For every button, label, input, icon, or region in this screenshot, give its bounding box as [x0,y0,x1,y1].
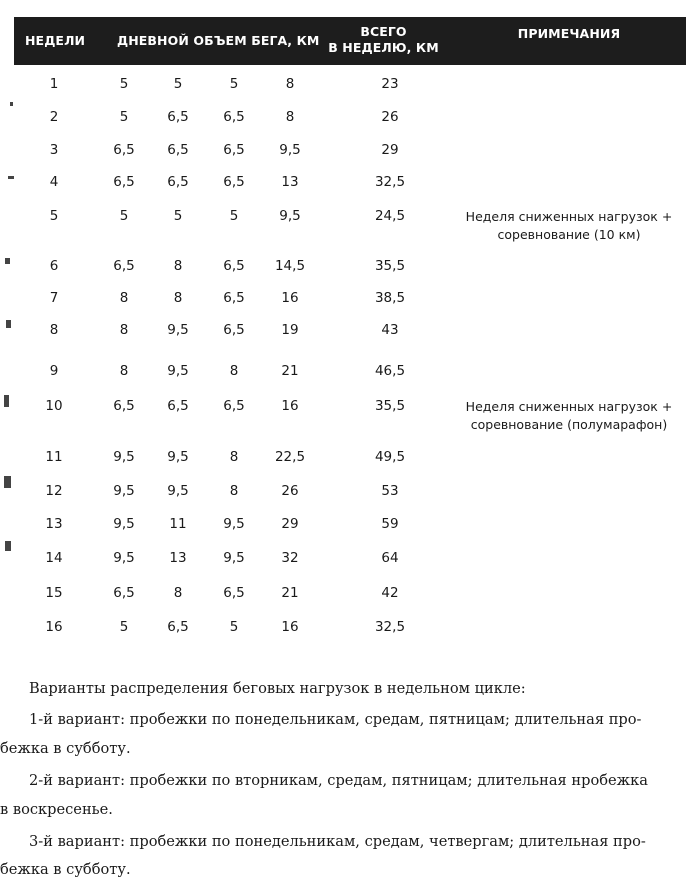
table-row [14,447,686,467]
cell-week: 8 [49,322,59,338]
table-row [14,288,686,308]
table-row [14,256,686,276]
scan-speck [4,476,11,488]
scan-speck [10,102,13,106]
cell-day-3: 5 [229,619,239,635]
cell-day-1: 9,5 [113,483,135,499]
table-row [14,396,686,432]
cell-weekly-total: 24,5 [374,208,406,224]
cell-day-4: 13 [281,174,299,190]
cell-week: 14 [45,550,63,566]
cell-day-3: 6,5 [223,290,245,306]
header-weeks: НЕДЕЛИ [25,33,86,48]
cell-day-2: 6,5 [167,142,189,158]
table-row [14,206,686,242]
cell-day-3: 5 [229,208,239,224]
cell-day-4: 9,5 [279,142,301,158]
cell-week: 13 [45,516,63,532]
cell-week: 4 [49,174,59,190]
table-header [14,17,686,65]
table-row [14,140,686,160]
cell-day-1: 5 [119,208,129,224]
cell-weekly-total: 32,5 [374,619,406,635]
cell-day-3: 6,5 [223,585,245,601]
table-row [14,361,686,381]
cell-day-4: 16 [281,290,299,306]
cell-day-3: 6,5 [223,174,245,190]
cell-weekly-total: 43 [381,322,399,338]
cell-week: 10 [45,398,63,414]
cell-day-2: 6,5 [167,174,189,190]
cell-weekly-total: 49,5 [374,449,406,465]
cell-weekly-total: 53 [381,483,399,499]
cell-day-4: 32 [281,550,299,566]
cell-day-3: 6,5 [223,109,245,125]
cell-week: 5 [49,208,59,224]
cell-day-4: 9,5 [279,208,301,224]
cell-day-1: 6,5 [113,398,135,414]
table-row [14,514,686,534]
paragraph-variant-3-cont: бежка в субботу. [0,861,131,878]
table-row [14,172,686,192]
header-total-line2: В НЕДЕЛЮ, КМ [328,40,439,55]
cell-day-4: 19 [281,322,299,338]
cell-weekly-total: 26 [381,109,399,125]
cell-week: 12 [45,483,63,499]
cell-week: 15 [45,585,63,601]
cell-day-2: 11 [169,516,187,532]
cell-day-3: 9,5 [223,550,245,566]
scan-speck [5,258,10,264]
cell-day-4: 26 [281,483,299,499]
cell-day-1: 8 [119,290,129,306]
table-row [14,548,686,568]
scan-speck [5,541,11,551]
cell-day-3: 9,5 [223,516,245,532]
cell-day-3: 6,5 [223,398,245,414]
cell-day-1: 6,5 [113,585,135,601]
cell-day-3: 6,5 [223,258,245,274]
cell-week: 9 [49,363,59,379]
cell-week: 7 [49,290,59,306]
cell-day-3: 5 [229,76,239,92]
cell-day-4: 16 [281,398,299,414]
cell-day-4: 8 [285,109,295,125]
paragraph-variant-2: 2-й вариант: пробежки по вторникам, средам, пятницам; длительная нробежка [29,772,648,789]
cell-day-1: 6,5 [113,142,135,158]
header-daily-volume: ДНЕВНОЙ ОБЪЕМ БЕГА, КМ [117,33,320,48]
cell-weekly-total: 46,5 [374,363,406,379]
cell-day-1: 8 [119,322,129,338]
cell-day-2: 9,5 [167,483,189,499]
cell-weekly-total: 23 [381,76,399,92]
cell-day-3: 8 [229,449,239,465]
cell-day-3: 8 [229,483,239,499]
cell-weekly-total: 38,5 [374,290,406,306]
cell-week: 16 [45,619,63,635]
cell-day-2: 6,5 [167,109,189,125]
cell-week: 3 [49,142,59,158]
scan-speck [4,395,9,407]
cell-day-1: 9,5 [113,550,135,566]
cell-weekly-total: 29 [381,142,399,158]
header-notes: ПРИМЕЧАНИЯ [517,26,621,41]
cell-weekly-total: 35,5 [374,398,406,414]
cell-day-2: 8 [173,585,183,601]
cell-day-4: 21 [281,363,299,379]
cell-note: Неделя сниженных нагрузок + соревнование (10 км) [465,209,673,242]
cell-day-3: 6,5 [223,142,245,158]
cell-day-1: 6,5 [113,258,135,274]
cell-week: 2 [49,109,59,125]
cell-day-1: 6,5 [113,174,135,190]
table-row [14,107,686,127]
paragraph-variant-1-cont: бежка в субботу. [0,740,131,757]
header-total-line1: ВСЕГО [360,24,407,39]
cell-weekly-total: 42 [381,585,399,601]
header-weekly-total [326,24,441,56]
cell-day-2: 9,5 [167,322,189,338]
cell-week: 1 [49,76,59,92]
cell-day-4: 8 [285,76,295,92]
cell-day-2: 5 [173,208,183,224]
table-row [14,617,686,637]
cell-day-2: 13 [169,550,187,566]
cell-weekly-total: 35,5 [374,258,406,274]
cell-weekly-total: 64 [381,550,399,566]
cell-day-2: 9,5 [167,449,189,465]
cell-day-4: 22,5 [274,449,306,465]
cell-day-4: 16 [281,619,299,635]
cell-day-1: 5 [119,619,129,635]
paragraph-variant-2-cont: в воскресенье. [0,801,113,818]
cell-day-2: 8 [173,258,183,274]
cell-day-2: 8 [173,290,183,306]
paragraph-variant-3: 3-й вариант: пробежки по понедельникам, средам, четвергам; длительная про- [29,833,646,850]
cell-day-1: 5 [119,76,129,92]
scan-speck [8,176,14,179]
table-row [14,320,686,340]
cell-week: 11 [45,449,63,465]
table-row [14,74,686,94]
cell-day-4: 21 [281,585,299,601]
cell-day-1: 9,5 [113,516,135,532]
scan-speck [6,320,11,328]
cell-day-1: 8 [119,363,129,379]
cell-day-4: 14,5 [274,258,306,274]
cell-weekly-total: 59 [381,516,399,532]
paragraph-variant-1: 1-й вариант: пробежки по понедельникам, средам, пятницам; длительная про- [29,711,642,728]
cell-note: Неделя сниженных нагрузок + соревнование (полумарафон) [465,399,673,432]
cell-day-3: 6,5 [223,322,245,338]
table-row [14,583,686,603]
table-row [14,481,686,501]
cell-day-1: 9,5 [113,449,135,465]
cell-weekly-total: 32,5 [374,174,406,190]
cell-day-4: 29 [281,516,299,532]
cell-day-2: 9,5 [167,363,189,379]
cell-day-3: 8 [229,363,239,379]
cell-day-2: 6,5 [167,398,189,414]
cell-day-2: 6,5 [167,619,189,635]
cropped-caption-strip [0,0,686,6]
cell-day-2: 5 [173,76,183,92]
cell-week: 6 [49,258,59,274]
cell-day-1: 5 [119,109,129,125]
paragraph-intro: Варианты распределения беговых нагрузок в недельном цикле: [29,680,526,697]
